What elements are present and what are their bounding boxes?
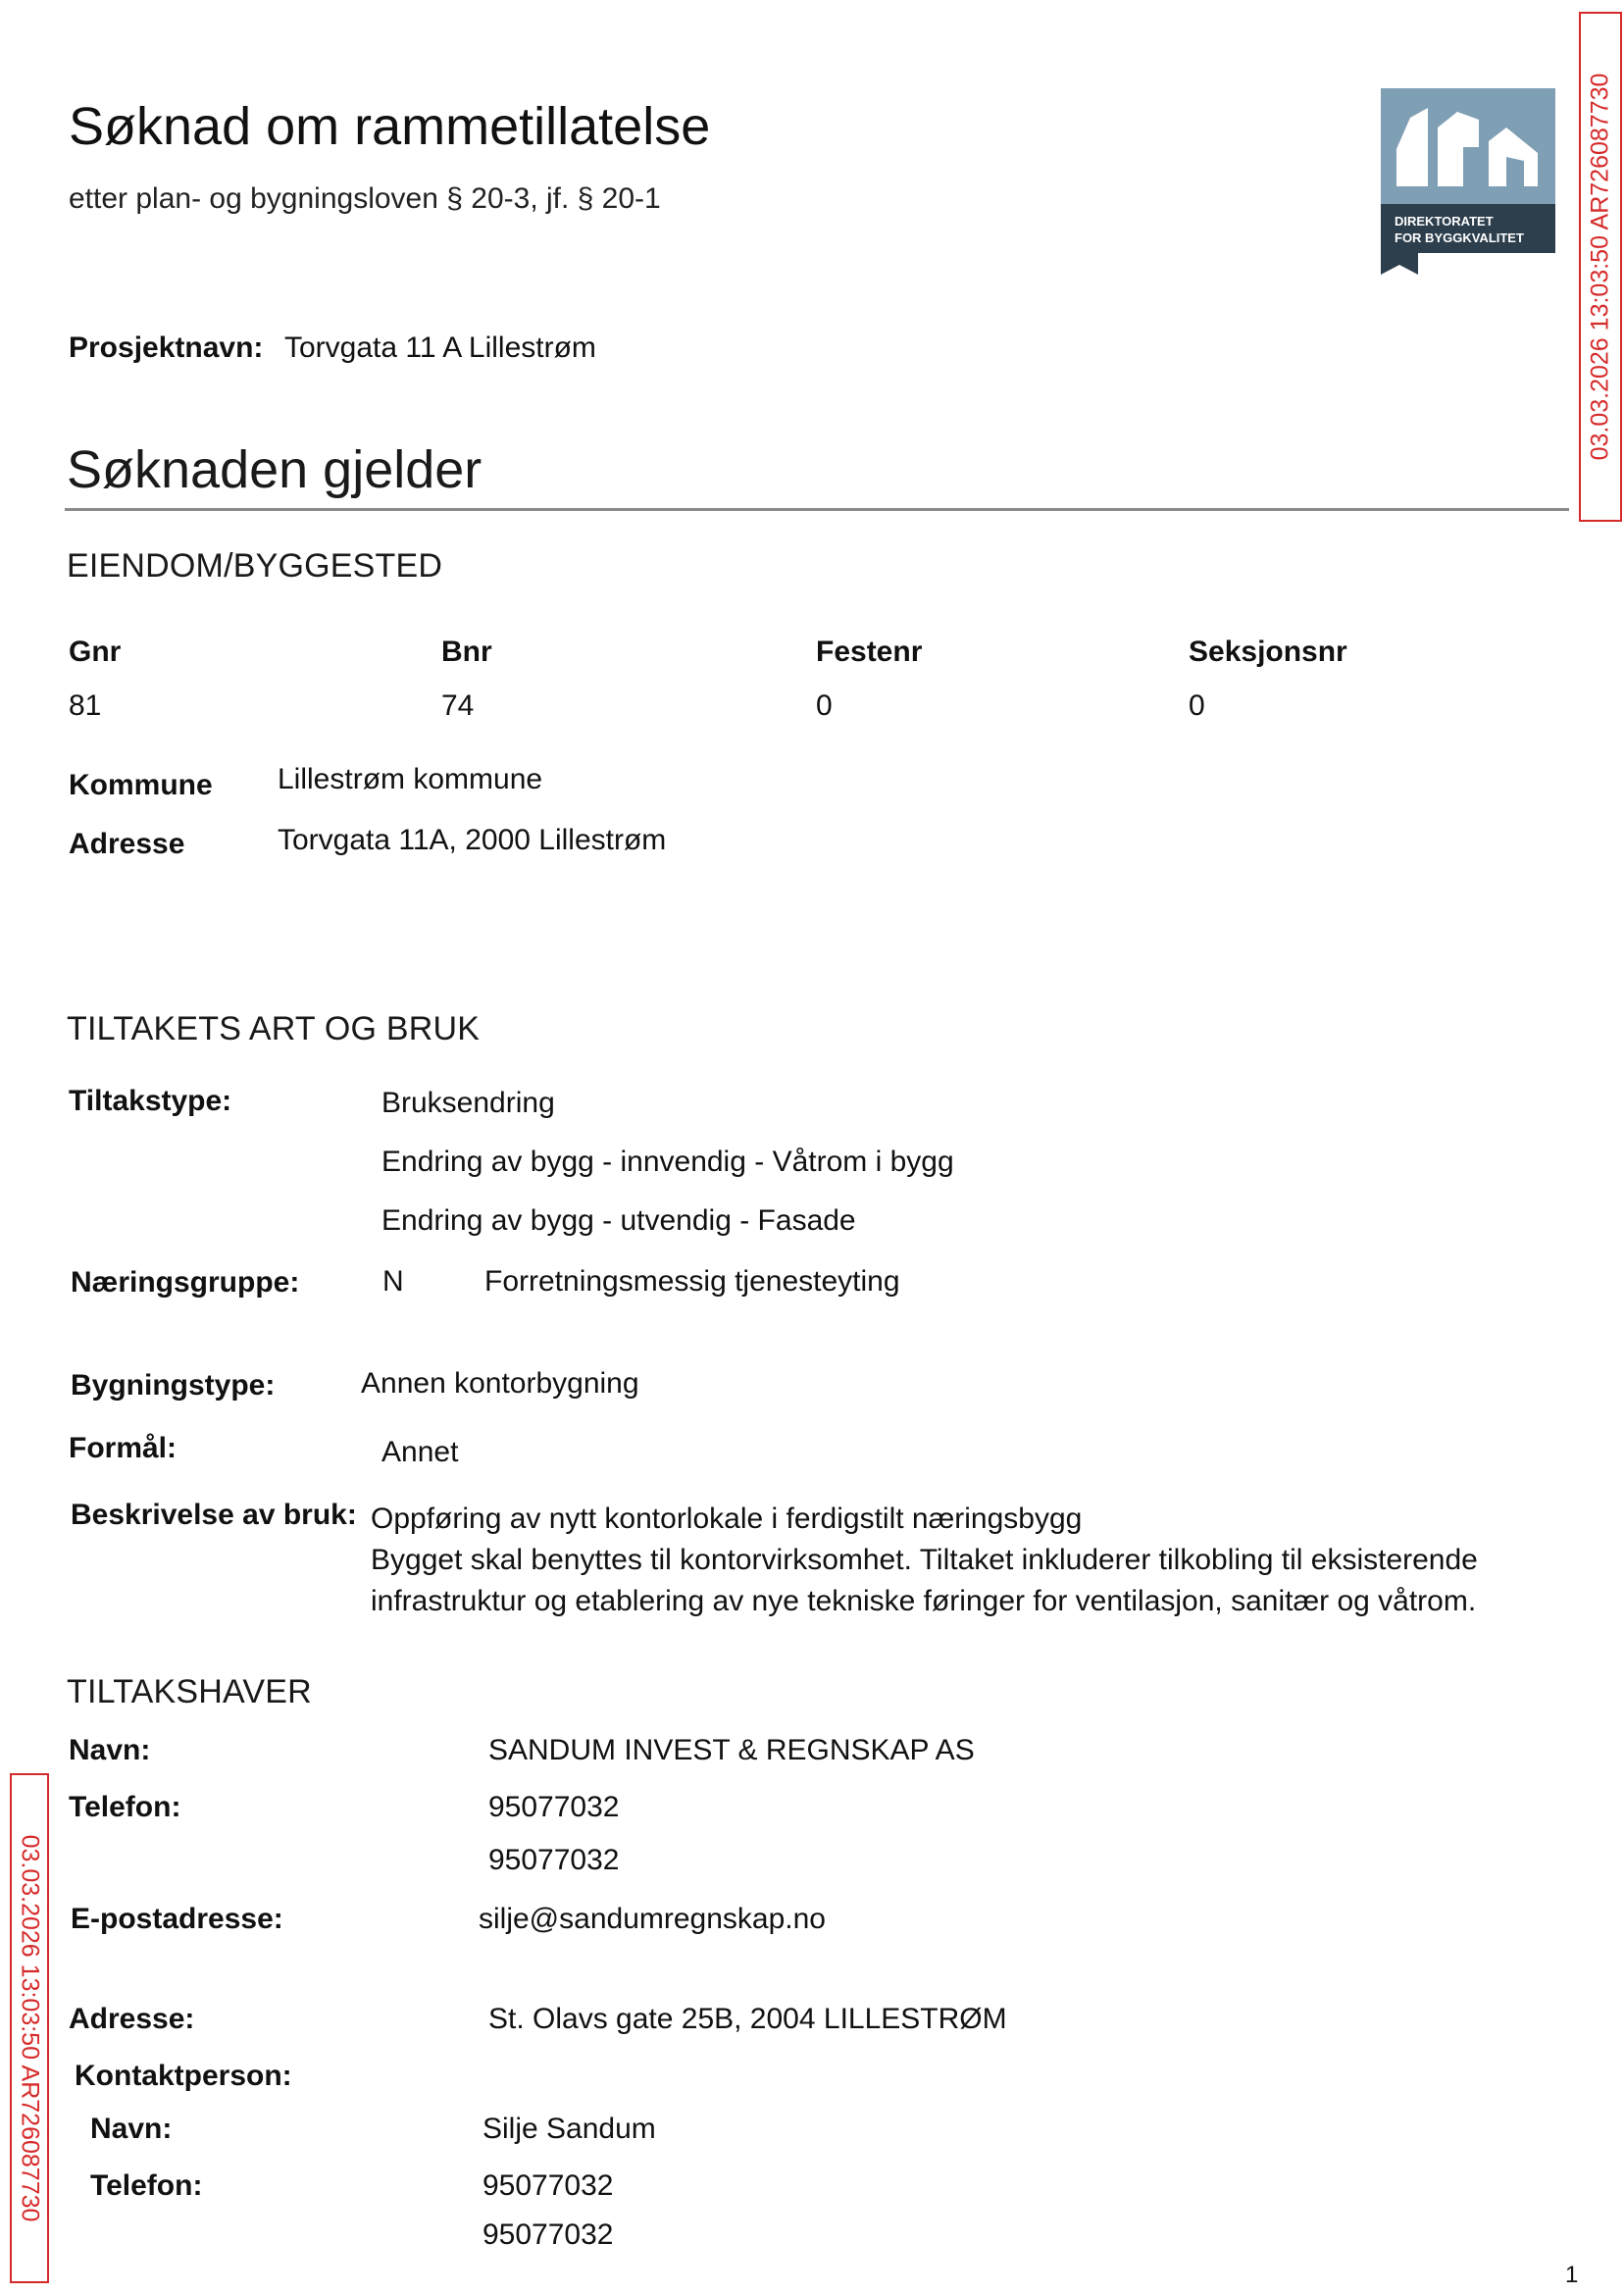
- section-divider: [65, 508, 1569, 511]
- naeringsgruppe-code: N: [382, 1265, 404, 1298]
- tiltakstype-item: Endring av bygg - utvendig - Fasade: [381, 1204, 856, 1237]
- seksjonsnr-label: Seksjonsnr: [1189, 636, 1347, 668]
- festenr-value: 0: [816, 689, 833, 722]
- kontakt-navn-label: Navn:: [90, 2113, 173, 2145]
- adresse-value: Torvgata 11A, 2000 Lillestrøm: [278, 824, 667, 856]
- naeringsgruppe-label: Næringsgruppe:: [71, 1266, 300, 1299]
- project-value: Torvgata 11 A Lillestrøm: [284, 331, 596, 364]
- bnr-label: Bnr: [441, 636, 492, 668]
- th-epost-label: E-postadresse:: [71, 1903, 283, 1935]
- beskrivelse-line: Bygget skal benyttes til kontorvirksomhet. Tiltaket inkluderer tilkobling til eksisterende infrastruktur og etablering av nye tekniske føringer for ventilasjon, sanitær og våtrom.: [371, 1544, 1478, 1617]
- th-adresse-label: Adresse:: [69, 2003, 195, 2035]
- kontaktperson-label: Kontaktperson:: [75, 2060, 292, 2092]
- bygningstype-label: Bygningstype:: [71, 1369, 276, 1402]
- gnr-value: 81: [69, 689, 102, 722]
- timestamp-stamp-left: [10, 1773, 49, 2283]
- naeringsgruppe-value: Forretningsmessig tjenesteyting: [484, 1265, 900, 1298]
- eiendom-heading: EIENDOM/BYGGESTED: [67, 547, 443, 585]
- kontakt-telefon-label: Telefon:: [90, 2169, 203, 2202]
- page-number: 1: [1565, 2262, 1579, 2288]
- logo-line1: DIREKTORATET: [1395, 214, 1494, 229]
- tiltakstype-item: Endring av bygg - innvendig - Våtrom i bygg: [381, 1146, 954, 1178]
- kontakt-telefon-value: 95077032: [482, 2169, 614, 2202]
- project-label: Prosjektnavn:: [69, 331, 264, 364]
- festenr-label: Festenr: [816, 636, 923, 668]
- logo-line2: FOR BYGGKVALITET: [1395, 230, 1524, 245]
- tiltakstype-label: Tiltakstype:: [69, 1085, 232, 1117]
- dibk-logo-icon: [1381, 88, 1555, 275]
- timestamp-stamp-top: [1579, 12, 1622, 522]
- tiltakshaver-heading: TILTAKSHAVER: [67, 1673, 312, 1710]
- stamp-text: 03.03.2026 13:03:50 AR726087730: [16, 1834, 44, 2222]
- beskrivelse-line: Oppføring av nytt kontorlokale i ferdigstilt næringsbygg: [371, 1503, 1083, 1535]
- th-telefon-value: 95077032: [488, 1791, 620, 1823]
- kontakt-navn-value: Silje Sandum: [482, 2113, 656, 2145]
- th-navn-value: SANDUM INVEST & REGNSKAP AS: [488, 1734, 975, 1766]
- gnr-label: Gnr: [69, 636, 122, 668]
- kontakt-telefon-value: 95077032: [482, 2218, 614, 2251]
- section-heading: Søknaden gjelder: [67, 440, 482, 499]
- tiltakstype-item: Bruksendring: [381, 1087, 555, 1119]
- dibk-logo: [1381, 88, 1555, 275]
- th-telefon-value: 95077032: [488, 1844, 620, 1876]
- bygningstype-value: Annen kontorbygning: [361, 1367, 639, 1400]
- th-adresse-value: St. Olavs gate 25B, 2004 LILLESTRØM: [488, 2003, 1007, 2035]
- formal-value: Annet: [381, 1436, 459, 1468]
- document-subtitle: etter plan- og bygningsloven § 20-3, jf. § 20-1: [69, 182, 661, 215]
- kommune-value: Lillestrøm kommune: [278, 763, 543, 795]
- th-navn-label: Navn:: [69, 1734, 151, 1766]
- seksjonsnr-value: 0: [1189, 689, 1205, 722]
- beskrivelse-label: Beskrivelse av bruk:: [71, 1499, 357, 1531]
- adresse-label: Adresse: [69, 828, 185, 860]
- th-telefon-label: Telefon:: [69, 1791, 181, 1823]
- th-epost-value: silje@sandumregnskap.no: [479, 1903, 826, 1935]
- document-title: Søknad om rammetillatelse: [69, 97, 711, 156]
- beskrivelse-text: [371, 1499, 1587, 1622]
- formal-label: Formål:: [69, 1432, 178, 1464]
- kommune-label: Kommune: [69, 769, 213, 801]
- stamp-text: 03.03.2026 13:03:50 AR726087730: [1586, 73, 1614, 461]
- tiltak-heading: TILTAKETS ART OG BRUK: [67, 1010, 481, 1047]
- bnr-value: 74: [441, 689, 475, 722]
